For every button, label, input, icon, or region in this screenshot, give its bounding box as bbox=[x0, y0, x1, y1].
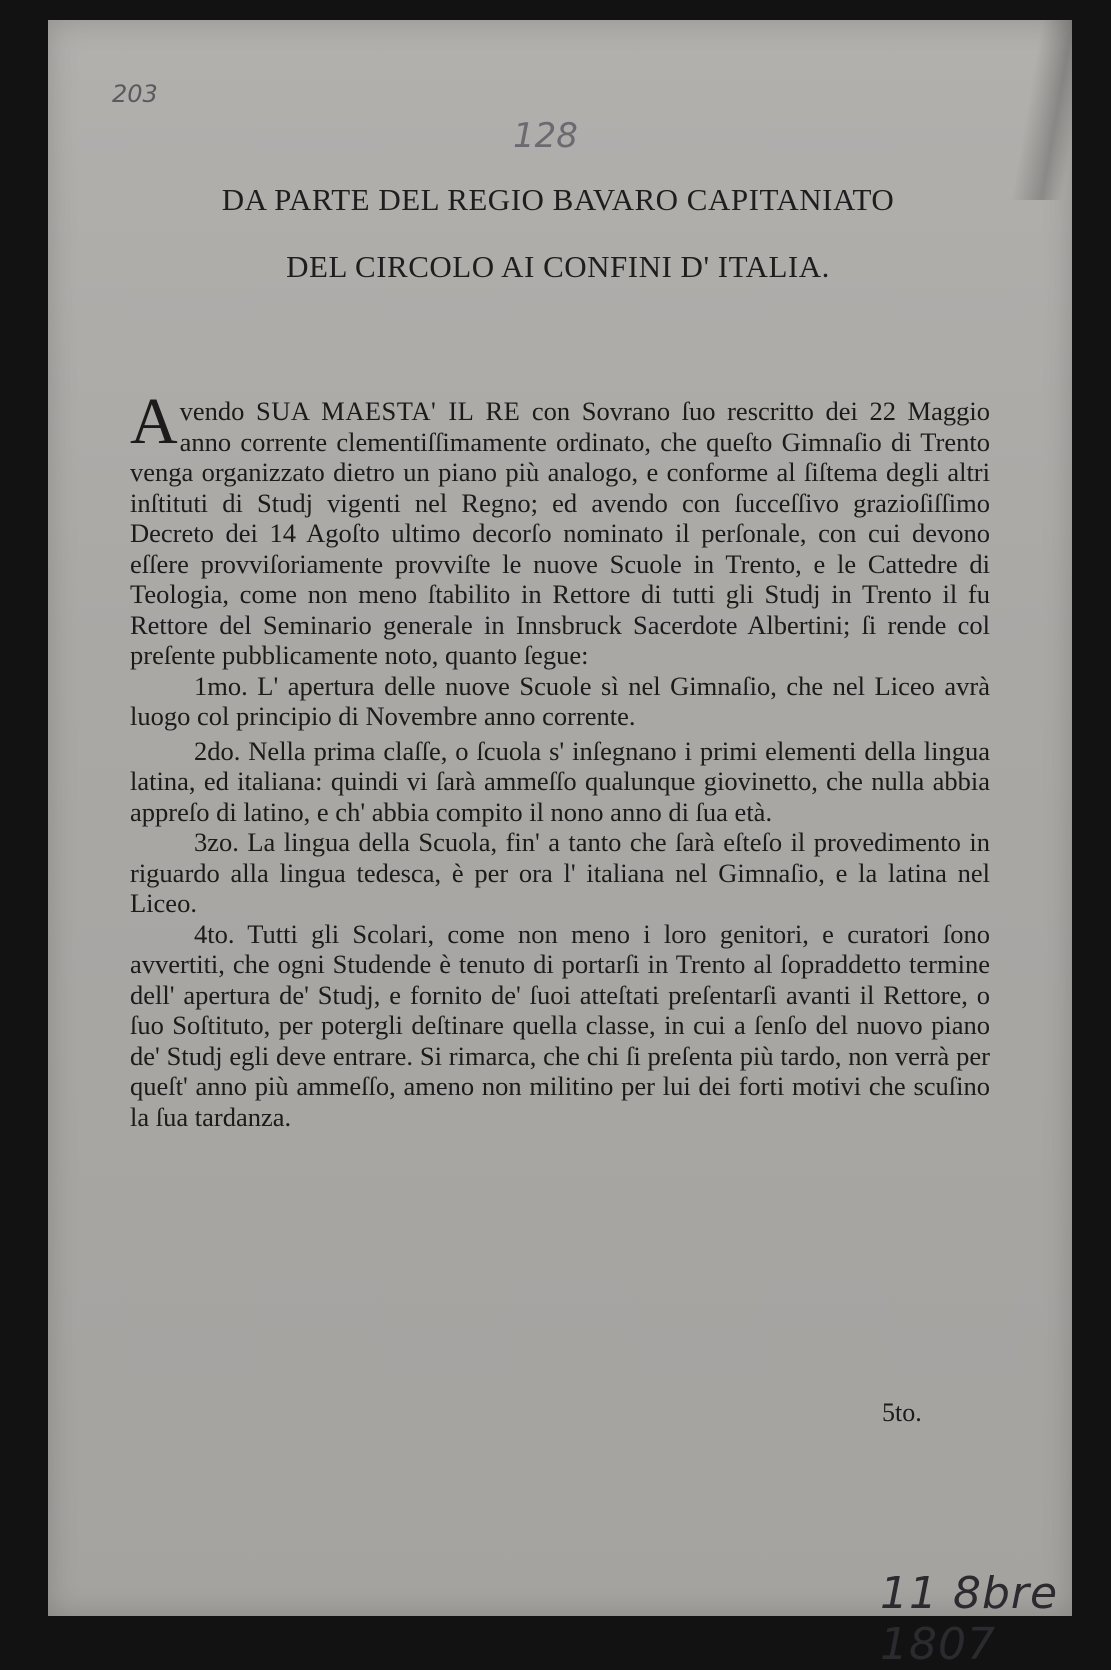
intro-caps: SUA MAESTA' IL RE bbox=[256, 396, 521, 426]
torn-corner bbox=[1002, 20, 1072, 200]
document-page bbox=[48, 20, 1072, 1670]
item-text: La lingua della Scuola, fin' a tanto che ſarà eſteſo il provedimento in riguardo alla lingua tedesca, è per ora l' italiana nel Gimnaſio, e la latina nel Liceo. bbox=[130, 827, 990, 918]
document-body bbox=[130, 385, 990, 1132]
item-text: L' apertura delle nuove Scuole sì nel Gimnaſio, che nel Liceo avrà luogo col principio di Novembre anno corrente. bbox=[130, 670, 990, 731]
item-number: 2do. bbox=[194, 735, 241, 766]
intro-paragraph bbox=[130, 385, 990, 671]
item-number: 3zo. bbox=[194, 827, 239, 857]
item-paragraph-1 bbox=[130, 671, 990, 732]
item-paragraph-2 bbox=[130, 736, 990, 828]
item-paragraph-3 bbox=[130, 827, 990, 919]
item-number: 4to. bbox=[194, 918, 235, 949]
catchword: 5to. bbox=[882, 1398, 922, 1427]
intro-lead: vendo bbox=[179, 396, 257, 426]
handwritten-date: 11 8bre 1807 bbox=[880, 1568, 1059, 1670]
drop-cap: A bbox=[130, 385, 178, 458]
heading-line-2: DEL CIRCOLO AI CONFINI D' ITALIA. bbox=[286, 249, 830, 284]
item-text: Tutti gli Scolari, come non meno i loro genitori, e curatori ſono avvertiti, che ogni Studende è tenuto di portarſi in Trento al ſopraddetto termine dell' apertura de' Studj, e fornito de' ſuoi atteſtati preſentarſi avanti il Rettore, o ſuo Soſtituto, per potergli deſtinare quella classe, in cui a ſenſo del nuovo piano de' Studj egli deve entrare. Si rimarca, che chi ſi preſenta più tardo, non verrà per queſt' anno più ammeſſo, ameno non militino per lui dei forti motivi che scuſino la ſua tardanza. bbox=[130, 918, 990, 1132]
handwritten-number-top-center: 128 bbox=[513, 116, 578, 156]
heading-line-1: DA PARTE DEL REGIO BAVARO CAPITANIATO bbox=[221, 182, 895, 217]
intro-text: con Sovrano ſuo rescritto dei 22 Maggio anno corrente clementiſſimamente ordinato, che queſto Gimnaſio di Trento venga organizzato dietro un piano più analogo, e conforme al ſiſtema degli altri inſtituti di Studj vigenti nel Regno; ed avendo con ſucceſſivo grazioſiſſimo Decreto dei 14 Agoſto ultimo decorſo nominato il perſonale, con cui devono eſſere provviſoriamente provviſte le nuove Scuole in Trento, e le Cattedre di Teologia, come non meno ſtabilito in Rettore di tutti gli Studj in Trento il fu Rettore del Seminario generale in Innsbruck Sacerdote Albertini; ſi rende col preſente pubblicamente noto, quanto ſegue: bbox=[130, 396, 990, 670]
item-paragraph-4 bbox=[130, 919, 990, 1133]
handwritten-number-top-left: 203 bbox=[112, 80, 158, 108]
item-number: 1mo. bbox=[194, 670, 248, 701]
item-text: Nella prima claſſe, o ſcuola s' inſegnano i primi elementi della lingua latina, ed italiana: quindi vi ſarà ammeſſo qualunque giovinetto, che nulla abbia appreſo di latino, e ch' abbia compito il nono anno di ſua età. bbox=[130, 735, 990, 827]
